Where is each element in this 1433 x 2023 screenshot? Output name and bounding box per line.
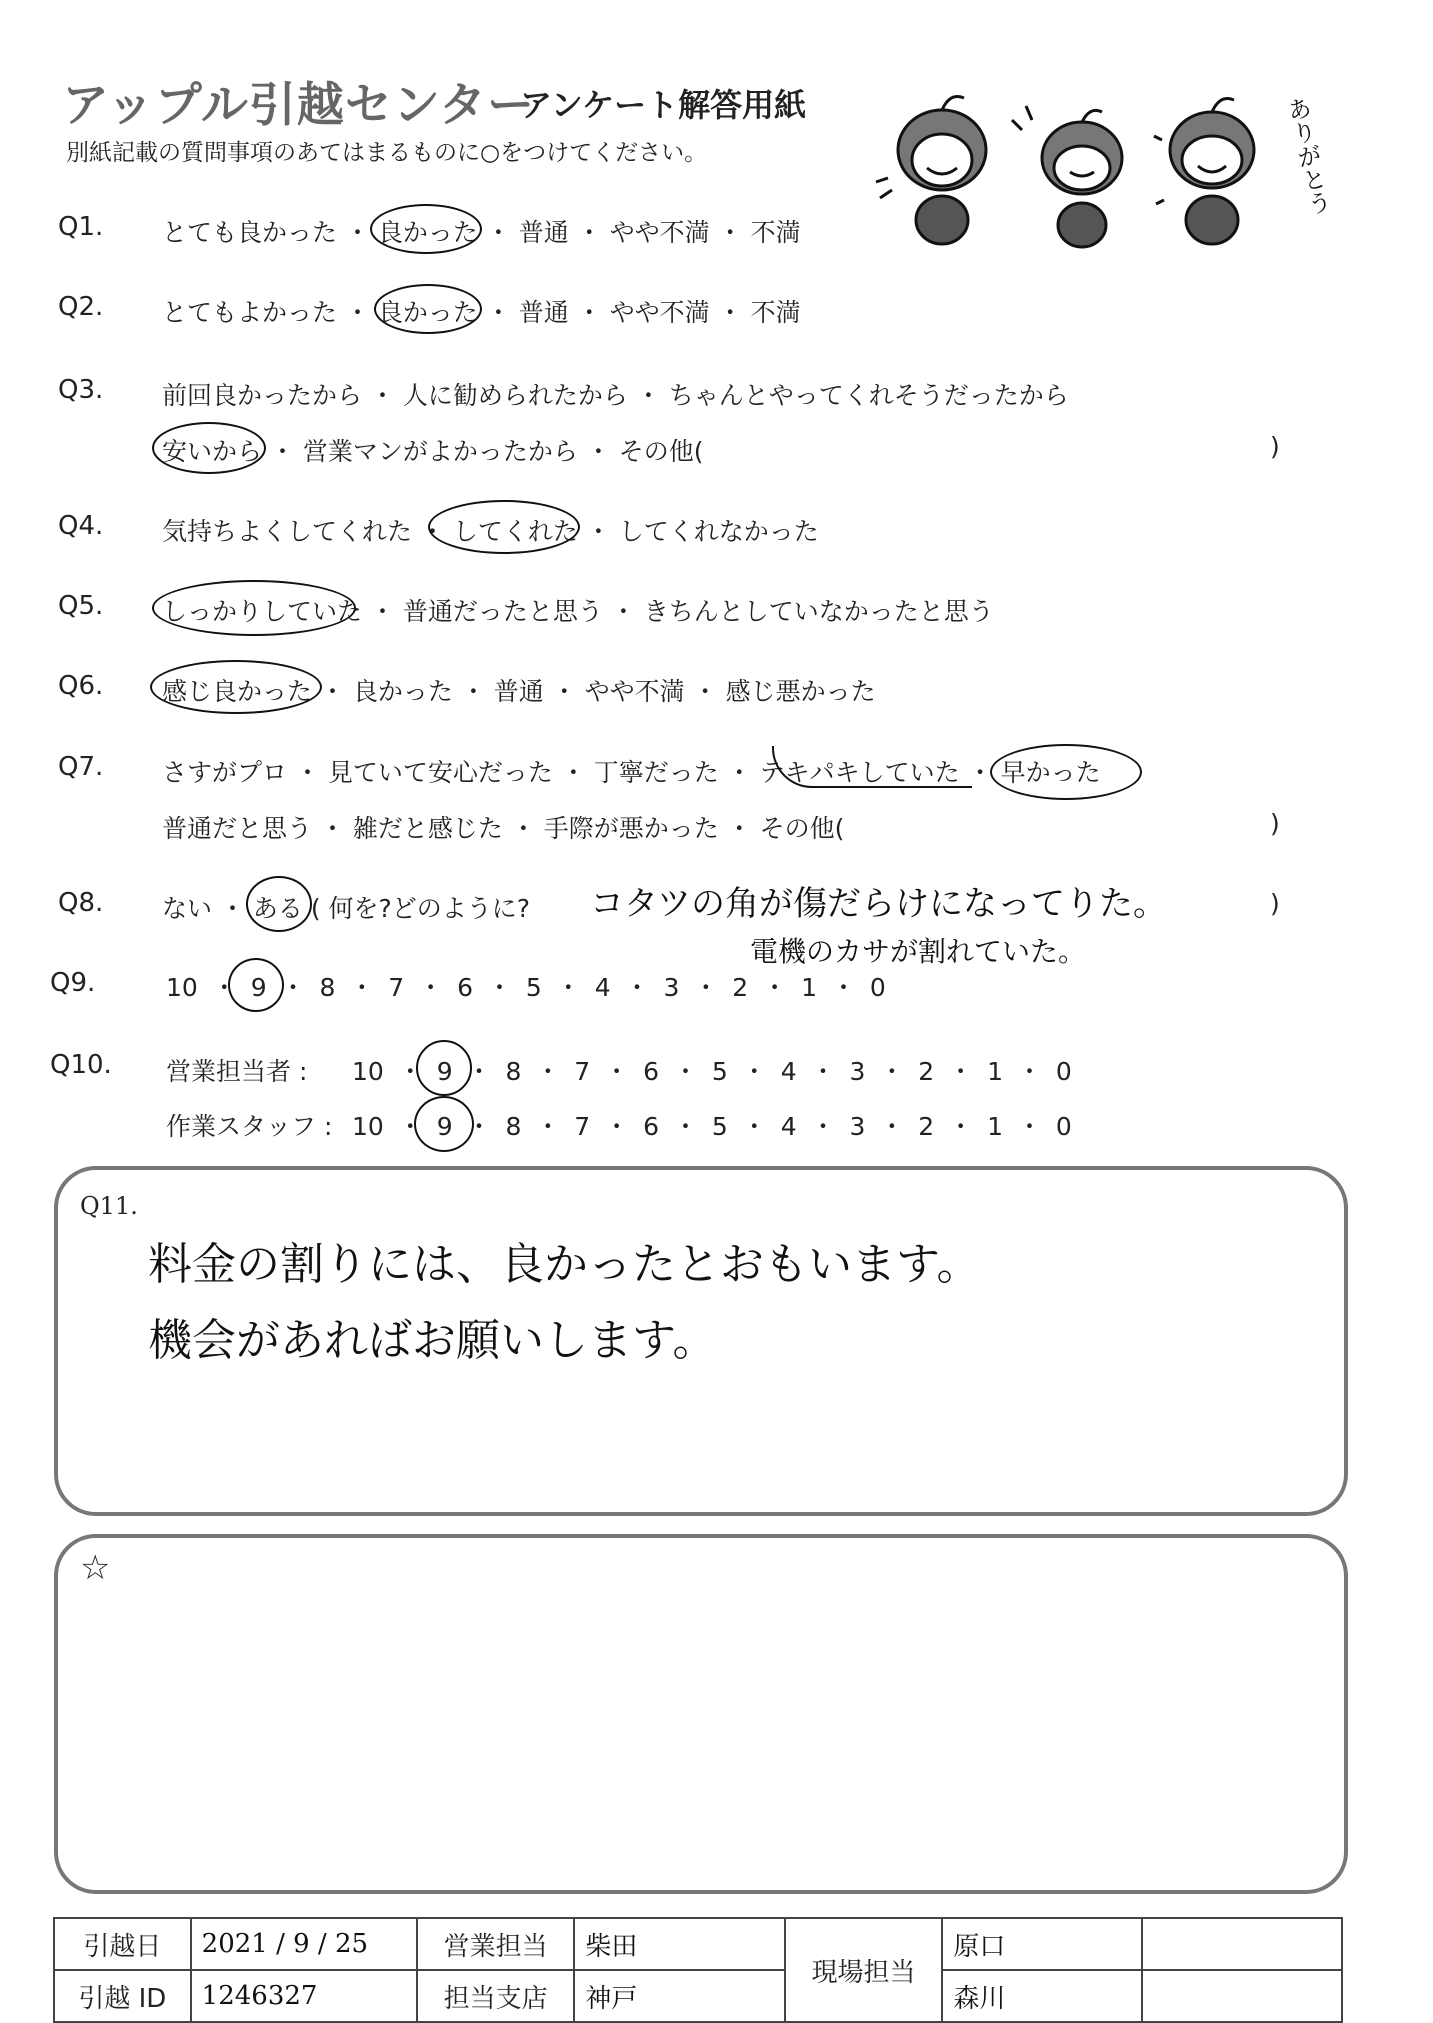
instructions: 別紙記載の質問事項のあてはまるものに○をつけてください。 (66, 140, 708, 166)
q8-selection-circle (246, 876, 312, 932)
q11-handwritten-comment-1: 料金の割りには、良かったとおもいます。 (148, 1239, 981, 1290)
q7-selection-mark-tekipaki (772, 746, 972, 788)
branch-value: 神戸 (574, 1970, 784, 2022)
q10-label: Q10. (50, 1050, 112, 1080)
q7-label: Q7. (58, 752, 104, 782)
q11-handwritten-comment-2: 機会があればお願いします。 (148, 1315, 717, 1366)
monkey-mascots-illustration (872, 80, 1328, 256)
empty-cell-1 (1142, 1918, 1342, 1970)
thanks-text: ありがとう (1280, 94, 1334, 218)
q3-options-line2: 安いから ・ 営業マンがよかったから ・ その他( (162, 437, 704, 466)
move-id-value: 1246327 (191, 1970, 417, 2022)
q7-selection-circle-hayakatta (990, 744, 1142, 800)
q10-staff-label: 作業スタッフ : (166, 1112, 333, 1141)
q7-close-paren: ) (1270, 809, 1280, 838)
q6-selection-circle (150, 660, 322, 714)
monkey-mascot-1 (876, 97, 986, 245)
move-id-label: 引越 ID (54, 1970, 191, 2022)
site-staff-value-2: 森川 (942, 1970, 1142, 2022)
q7-options-line1: さすがプロ ・ 見ていて安心だった ・ 丁寧だった ・ テキパキしていた ・ 早かった (162, 758, 1101, 787)
q2-options: とてもよかった ・ 良かった ・ 普通 ・ やや不満 ・ 不満 (162, 298, 801, 327)
star-comment-box (54, 1534, 1348, 1894)
q5-label: Q5. (58, 591, 104, 621)
star-label: ☆ (80, 1548, 111, 1588)
site-staff-value-1: 原口 (942, 1918, 1142, 1970)
q5-options: しっかりしていた ・ 普通だったと思う ・ きちんとしていなかったと思う (162, 597, 994, 626)
q4-selection-circle (428, 500, 580, 554)
q4-label: Q4. (58, 511, 104, 541)
branch-label: 担当支店 (417, 1970, 575, 2022)
q9-label: Q9. (50, 968, 96, 998)
q6-label: Q6. (58, 671, 104, 701)
form-subtitle: アンケート解答用紙 (520, 86, 807, 124)
q3-selection-circle (152, 422, 266, 474)
q10-staff-scale: 10 ・ 9 ・ 8 ・ 7 ・ 6 ・ 5 ・ 4 ・ 3 ・ 2 ・ 1 ・ 0 (352, 1112, 1072, 1141)
q2-selection-circle (374, 284, 482, 334)
q3-close-paren: ) (1270, 432, 1280, 461)
q3-options-line1: 前回良かったから ・ 人に勧められたから ・ ちゃんとやってくれそうだったから (162, 381, 1069, 410)
q11-label: Q11. (80, 1192, 138, 1220)
q1-label: Q1. (58, 212, 104, 242)
q7-options-line2: 普通だと思う ・ 雑だと感じた ・ 手際が悪かった ・ その他( (162, 814, 845, 843)
q8-label: Q8. (58, 888, 104, 918)
q8-handwritten-answer-2: 電機のカサが割れていた。 (750, 935, 1087, 968)
q8-close-paren: ) (1270, 889, 1280, 918)
q10-sales-selection-circle (416, 1040, 472, 1096)
empty-cell-2 (1142, 1970, 1342, 2022)
q10-staff-selection-circle (414, 1096, 474, 1152)
q2-label: Q2. (58, 292, 104, 322)
q10-sales-scale: 10 ・ 9 ・ 8 ・ 7 ・ 6 ・ 5 ・ 4 ・ 3 ・ 2 ・ 1 ・ 0 (352, 1057, 1072, 1086)
q10-sales-label: 営業担当者 : (166, 1057, 308, 1086)
q8-options: ない ・ ある ( 何を?どのように? (162, 894, 531, 923)
q9-selection-circle (228, 958, 284, 1012)
footer-info-table (53, 1917, 1343, 2023)
monkey-mascot-2 (1012, 106, 1122, 247)
q1-selection-circle (370, 204, 482, 254)
q9-scale: 10 ・ 9 ・ 8 ・ 7 ・ 6 ・ 5 ・ 4 ・ 3 ・ 2 ・ 1 ・ 0 (166, 973, 886, 1002)
move-date-value: 2021 / 9 / 25 (191, 1918, 417, 1970)
q4-options: 気持ちよくしてくれた ・ してくれた ・ してくれなかった (162, 517, 819, 546)
company-title: アップル引越センター (62, 78, 535, 133)
site-staff-label: 現場担当 (785, 1918, 943, 2022)
q5-selection-circle (152, 580, 356, 636)
q8-handwritten-answer-1: コタツの角が傷だらけになってりた。 (590, 884, 1167, 924)
move-date-label: 引越日 (54, 1918, 191, 1970)
q1-options: とても良かった ・ 良かった ・ 普通 ・ やや不満 ・ 不満 (162, 218, 801, 247)
q3-label: Q3. (58, 375, 104, 405)
q6-options: 感じ良かった ・ 良かった ・ 普通 ・ やや不満 ・ 感じ悪かった (162, 677, 876, 706)
sales-rep-value: 柴田 (574, 1918, 784, 1970)
monkey-mascot-3 (1154, 99, 1254, 245)
sales-rep-label: 営業担当 (417, 1918, 575, 1970)
